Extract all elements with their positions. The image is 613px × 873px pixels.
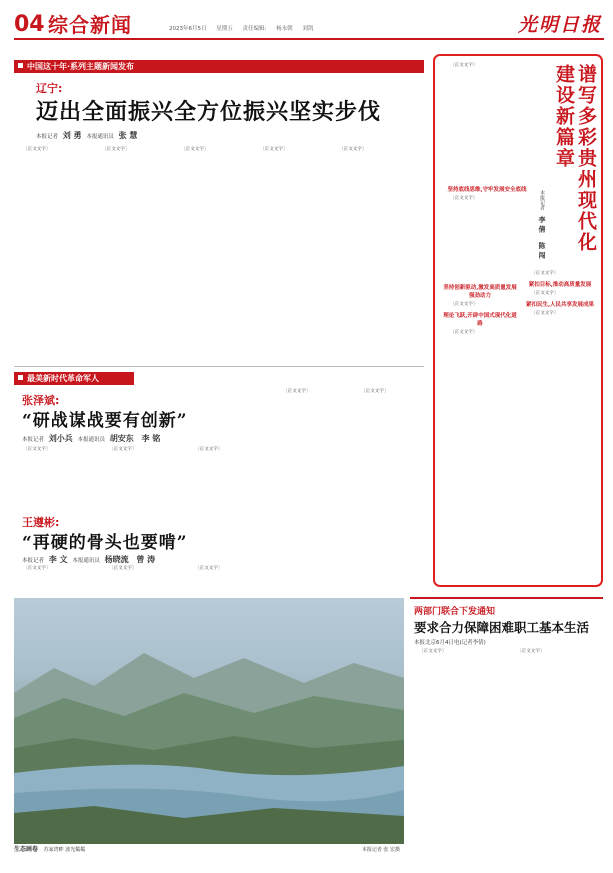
byline-name-2: 杨晓流 <box>104 555 129 564</box>
byline-prefix-2: 本报通讯员 <box>86 134 114 140</box>
byline-prefix: 本报记者 <box>539 190 545 210</box>
column-text: 〔正文文字〕 <box>109 447 137 452</box>
story2-column-1 <box>14 565 96 591</box>
feature-headline: 谱写多彩贵州现代化建设新篇章 <box>553 64 597 253</box>
feature-column-1b <box>441 280 519 580</box>
column-text: 〔正文文字〕 <box>531 311 559 316</box>
column-text: 〔正文文字〕 <box>283 389 311 394</box>
column-text: 〔正文文字〕 <box>102 147 130 152</box>
feature-intro <box>441 62 533 180</box>
article-column-2 <box>93 146 167 366</box>
editor-name-1: 杨永朝 <box>276 26 293 32</box>
feature-subhead: 理论飞跃,开辟中国式现代化道路 <box>443 313 517 327</box>
landscape-photo <box>14 598 404 844</box>
issue-weekday: 星期五 <box>216 26 233 32</box>
column-text: 〔正文文字〕 <box>419 649 447 654</box>
story1-kicker: 张泽斌: <box>22 394 60 407</box>
column-text: 〔正文文字〕 <box>450 302 478 307</box>
caption-title: 生态画卷 <box>14 846 39 853</box>
story2-headline: “再硬的骨头也要啃” <box>22 533 188 553</box>
column-text: 〔正文文字〕 <box>450 330 478 335</box>
notice-headline: 要求合力保障困难职工基本生活 <box>414 620 590 635</box>
column-text: 〔正文文字〕 <box>531 291 559 296</box>
section-bar-label: 中国这十年·系列主题新闻发布 <box>27 62 135 71</box>
story1-headline: “研战谋战要有创新” <box>22 411 188 431</box>
byline-prefix: 本报记者 <box>22 437 45 443</box>
divider <box>14 366 424 367</box>
story1-column-3 <box>186 446 268 510</box>
story1-byline <box>22 433 163 444</box>
editor-name-2: 刘凯 <box>302 26 314 32</box>
column-text: 〔正文文字〕 <box>23 447 51 452</box>
column-text: 〔正文文字〕 <box>195 566 223 571</box>
byline-prefix-2: 本报通讯员 <box>72 558 100 564</box>
section-bar-label: 最美新时代革命军人 <box>27 374 99 383</box>
issue-meta <box>169 20 321 38</box>
feature-subhead: 坚持底线思维,守牢发展安全底线 <box>447 187 527 193</box>
article-column-5 <box>330 146 424 366</box>
column-text: 〔正文文字〕 <box>531 271 559 276</box>
article-column-4 <box>251 146 325 366</box>
column-text: 〔正文文字〕 <box>109 566 137 571</box>
caption-text: 苏家湾畔 波光粼粼 <box>43 847 86 853</box>
page-number: 04 <box>14 12 45 37</box>
article-byline <box>36 130 140 141</box>
story-column-4 <box>274 388 348 591</box>
article-kicker: 辽宁: <box>36 82 63 95</box>
column-text: 〔正文文字〕 <box>260 147 288 152</box>
column-text: 〔正文文字〕 <box>339 147 367 152</box>
byline-name-1: 李 倩 <box>538 215 546 233</box>
byline-prefix-2: 本报通讯员 <box>77 437 106 443</box>
square-icon <box>18 63 23 68</box>
section-bar-military <box>14 372 134 385</box>
feature-column-1a <box>441 182 533 278</box>
newspaper-logo: 光明日报 <box>517 14 602 36</box>
column-text: 〔正文文字〕 <box>450 196 478 201</box>
story2-column-2 <box>100 565 182 591</box>
byline-name-1: 李 文 <box>48 555 68 564</box>
photo-caption <box>14 846 404 854</box>
notice-kicker: 两部门联合下发通知 <box>414 607 496 617</box>
byline-name-3: 李 铭 <box>141 434 161 443</box>
column-text: 〔正文文字〕 <box>23 147 51 152</box>
story2-byline <box>22 554 158 565</box>
page-masthead <box>14 10 604 40</box>
column-text: 〔正文文字〕 <box>450 63 478 68</box>
column-text: 〔正文文字〕 <box>517 649 545 654</box>
feature-byline <box>538 190 546 262</box>
notice-column-2 <box>508 648 603 866</box>
section-title: 综合新闻 <box>48 13 132 37</box>
story-column-5 <box>352 388 426 591</box>
byline-name-2: 胡安东 <box>109 434 134 443</box>
article-column-1 <box>14 146 88 366</box>
byline-name-2: 陈 闯 <box>538 241 546 259</box>
divider-red <box>410 597 603 599</box>
story2-column-3 <box>186 565 268 591</box>
byline-prefix: 本报记者 <box>36 134 59 140</box>
byline-prefix: 本报记者 <box>22 558 45 564</box>
column-text: 〔正文文字〕 <box>23 566 51 571</box>
column-text: 〔正文文字〕 <box>361 389 389 394</box>
byline-name-3: 曾 涛 <box>136 555 156 564</box>
landscape-illustration <box>14 598 404 844</box>
byline-name-1: 刘 勇 <box>62 131 82 140</box>
editor-label: 责任编辑: <box>242 26 267 32</box>
story1-column-2 <box>100 446 182 510</box>
feature-subhead: 坚持创新驱动,激发高质量发展强劲动力 <box>443 285 517 299</box>
story1-column-1 <box>14 446 96 510</box>
column-text: 〔正文文字〕 <box>195 447 223 452</box>
feature-subhead: 紧扣民生,人民共享发展成果 <box>525 302 595 308</box>
article-headline: 迈出全面振兴全方位振兴坚实步伐 <box>36 99 382 125</box>
section-bar-series <box>14 60 424 73</box>
feature-column-2 <box>522 270 598 580</box>
notice-byline: 本报北京6月4日电(记者李倩) <box>414 640 486 646</box>
square-icon <box>18 375 23 380</box>
column-text: 〔正文文字〕 <box>181 147 209 152</box>
issue-date: 2023年6月5日 <box>169 26 207 32</box>
notice-column-1 <box>410 648 504 866</box>
photo-credit: 本报记者 张 宏摄 <box>361 847 400 853</box>
story2-kicker: 王遵彬: <box>22 516 60 529</box>
article-column-3 <box>172 146 246 366</box>
feature-subhead: 紧扣目标,推动高质量发展 <box>528 282 592 288</box>
byline-name-1: 刘小兵 <box>48 434 73 443</box>
byline-name-2: 张 慧 <box>118 131 138 140</box>
